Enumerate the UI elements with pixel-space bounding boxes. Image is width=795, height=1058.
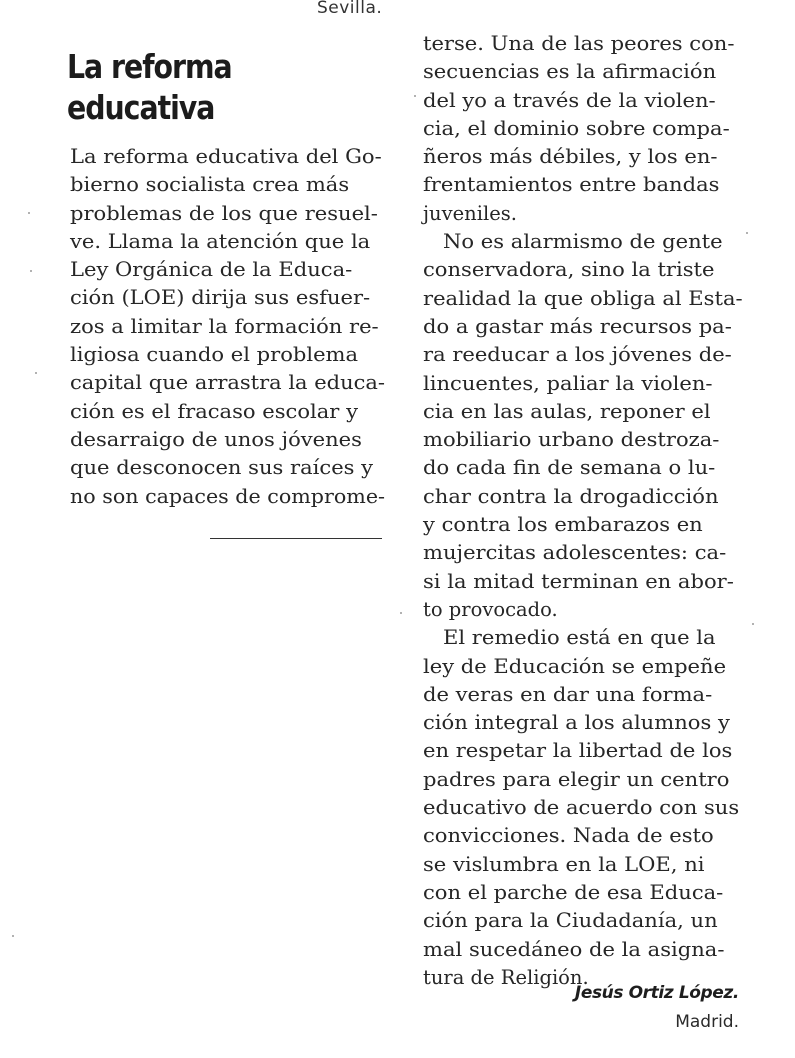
- text-line: La reforma educativa del Go-: [70, 145, 382, 168]
- text-line: y contra los embarazos en: [423, 513, 703, 537]
- text-line: desarraigo de unos jóvenes: [70, 427, 362, 451]
- text-line: que desconocen sus raíces y: [70, 456, 374, 480]
- text-line: zos a limitar la formación re-: [70, 314, 379, 338]
- text-line: capital que arrastra la educa-: [70, 371, 385, 395]
- headline-line: educativa: [67, 88, 215, 127]
- author-city: Madrid.: [675, 1012, 739, 1032]
- text-line: bierno socialista crea más: [70, 173, 350, 197]
- text-line: cia en las aulas, reponer el: [423, 399, 711, 423]
- text-line: problemas de los que resuel-: [70, 201, 378, 225]
- text-line: de veras en dar una forma-: [423, 682, 713, 706]
- article-column-left: [70, 143, 385, 511]
- text-line: no son capaces de comprome-: [70, 484, 386, 508]
- scan-speck: [30, 270, 32, 272]
- scan-speck: [414, 95, 416, 97]
- text-line: ción para la Ciudadanía, un: [423, 909, 718, 933]
- scan-speck: [400, 612, 402, 614]
- text-line: mujercitas adolescentes: ca-: [423, 541, 727, 565]
- text-line: mobiliario urbano destroza-: [423, 428, 720, 452]
- scan-speck: [35, 372, 37, 374]
- text-line: padres para elegir un centro: [423, 767, 730, 791]
- article-headline: [67, 46, 325, 128]
- scan-speck: [28, 212, 30, 214]
- text-line: ción es el fracaso escolar y: [70, 399, 358, 423]
- text-line: Ley Orgánica de la Educa-: [70, 258, 353, 282]
- text-line: ra reeducar a los jóvenes de-: [423, 343, 732, 367]
- text-line: to provocado.: [423, 597, 558, 621]
- text-line: lincuentes, paliar la violen-: [423, 371, 713, 395]
- scan-speck: [12, 935, 14, 937]
- text-line: cia, el dominio sobre compa-: [423, 116, 730, 140]
- text-line: se vislumbra en la LOE, ni: [423, 852, 705, 876]
- text-line: char contra la drogadicción: [423, 484, 719, 508]
- article-column-right: [423, 30, 743, 992]
- text-line: convicciones. Nada de esto: [423, 824, 714, 848]
- text-line: secuencias es la afirmación: [423, 60, 717, 84]
- text-line: ley de Educación se empeñe: [423, 654, 727, 678]
- author-signature: Jesús Ortiz López.: [574, 983, 739, 1003]
- text-line: educativo de acuerdo con sus: [423, 796, 740, 820]
- text-line: ligiosa cuando el problema: [70, 343, 359, 367]
- previous-letter-city-fragment: Sevilla.: [317, 0, 383, 18]
- column-divider-rule: [210, 538, 382, 539]
- text-line: No es alarmismo de gente: [443, 230, 723, 254]
- text-line: tura de Religión.: [423, 965, 589, 989]
- text-line: ción integral a los alumnos y: [423, 711, 730, 735]
- scan-speck: [746, 232, 748, 234]
- headline-line: La reforma: [67, 47, 232, 86]
- text-line: El remedio está en que la: [443, 626, 716, 650]
- text-line: si la mitad terminan en abor-: [423, 569, 734, 593]
- text-line: ve. Llama la atención que la: [70, 229, 371, 253]
- text-line: con el parche de esa Educa-: [423, 880, 724, 904]
- text-line: ción (LOE) dirija sus esfuer-: [70, 286, 371, 310]
- text-line: terse. Una de las peores con-: [423, 32, 735, 55]
- text-line: en respetar la libertad de los: [423, 739, 733, 763]
- text-line: conservadora, sino la triste: [423, 258, 715, 282]
- text-line: do a gastar más recursos pa-: [423, 314, 732, 338]
- text-line: realidad la que obliga al Esta-: [423, 286, 743, 310]
- text-line: juveniles.: [423, 201, 517, 225]
- text-line: del yo a través de la violen-: [423, 88, 716, 112]
- text-line: ñeros más débiles, y los en-: [423, 145, 718, 169]
- scan-speck: [752, 623, 754, 625]
- text-line: mal sucedáneo de la asigna-: [423, 937, 725, 961]
- text-line: do cada fin de semana o lu-: [423, 456, 716, 480]
- text-line: frentamientos entre bandas: [423, 173, 720, 197]
